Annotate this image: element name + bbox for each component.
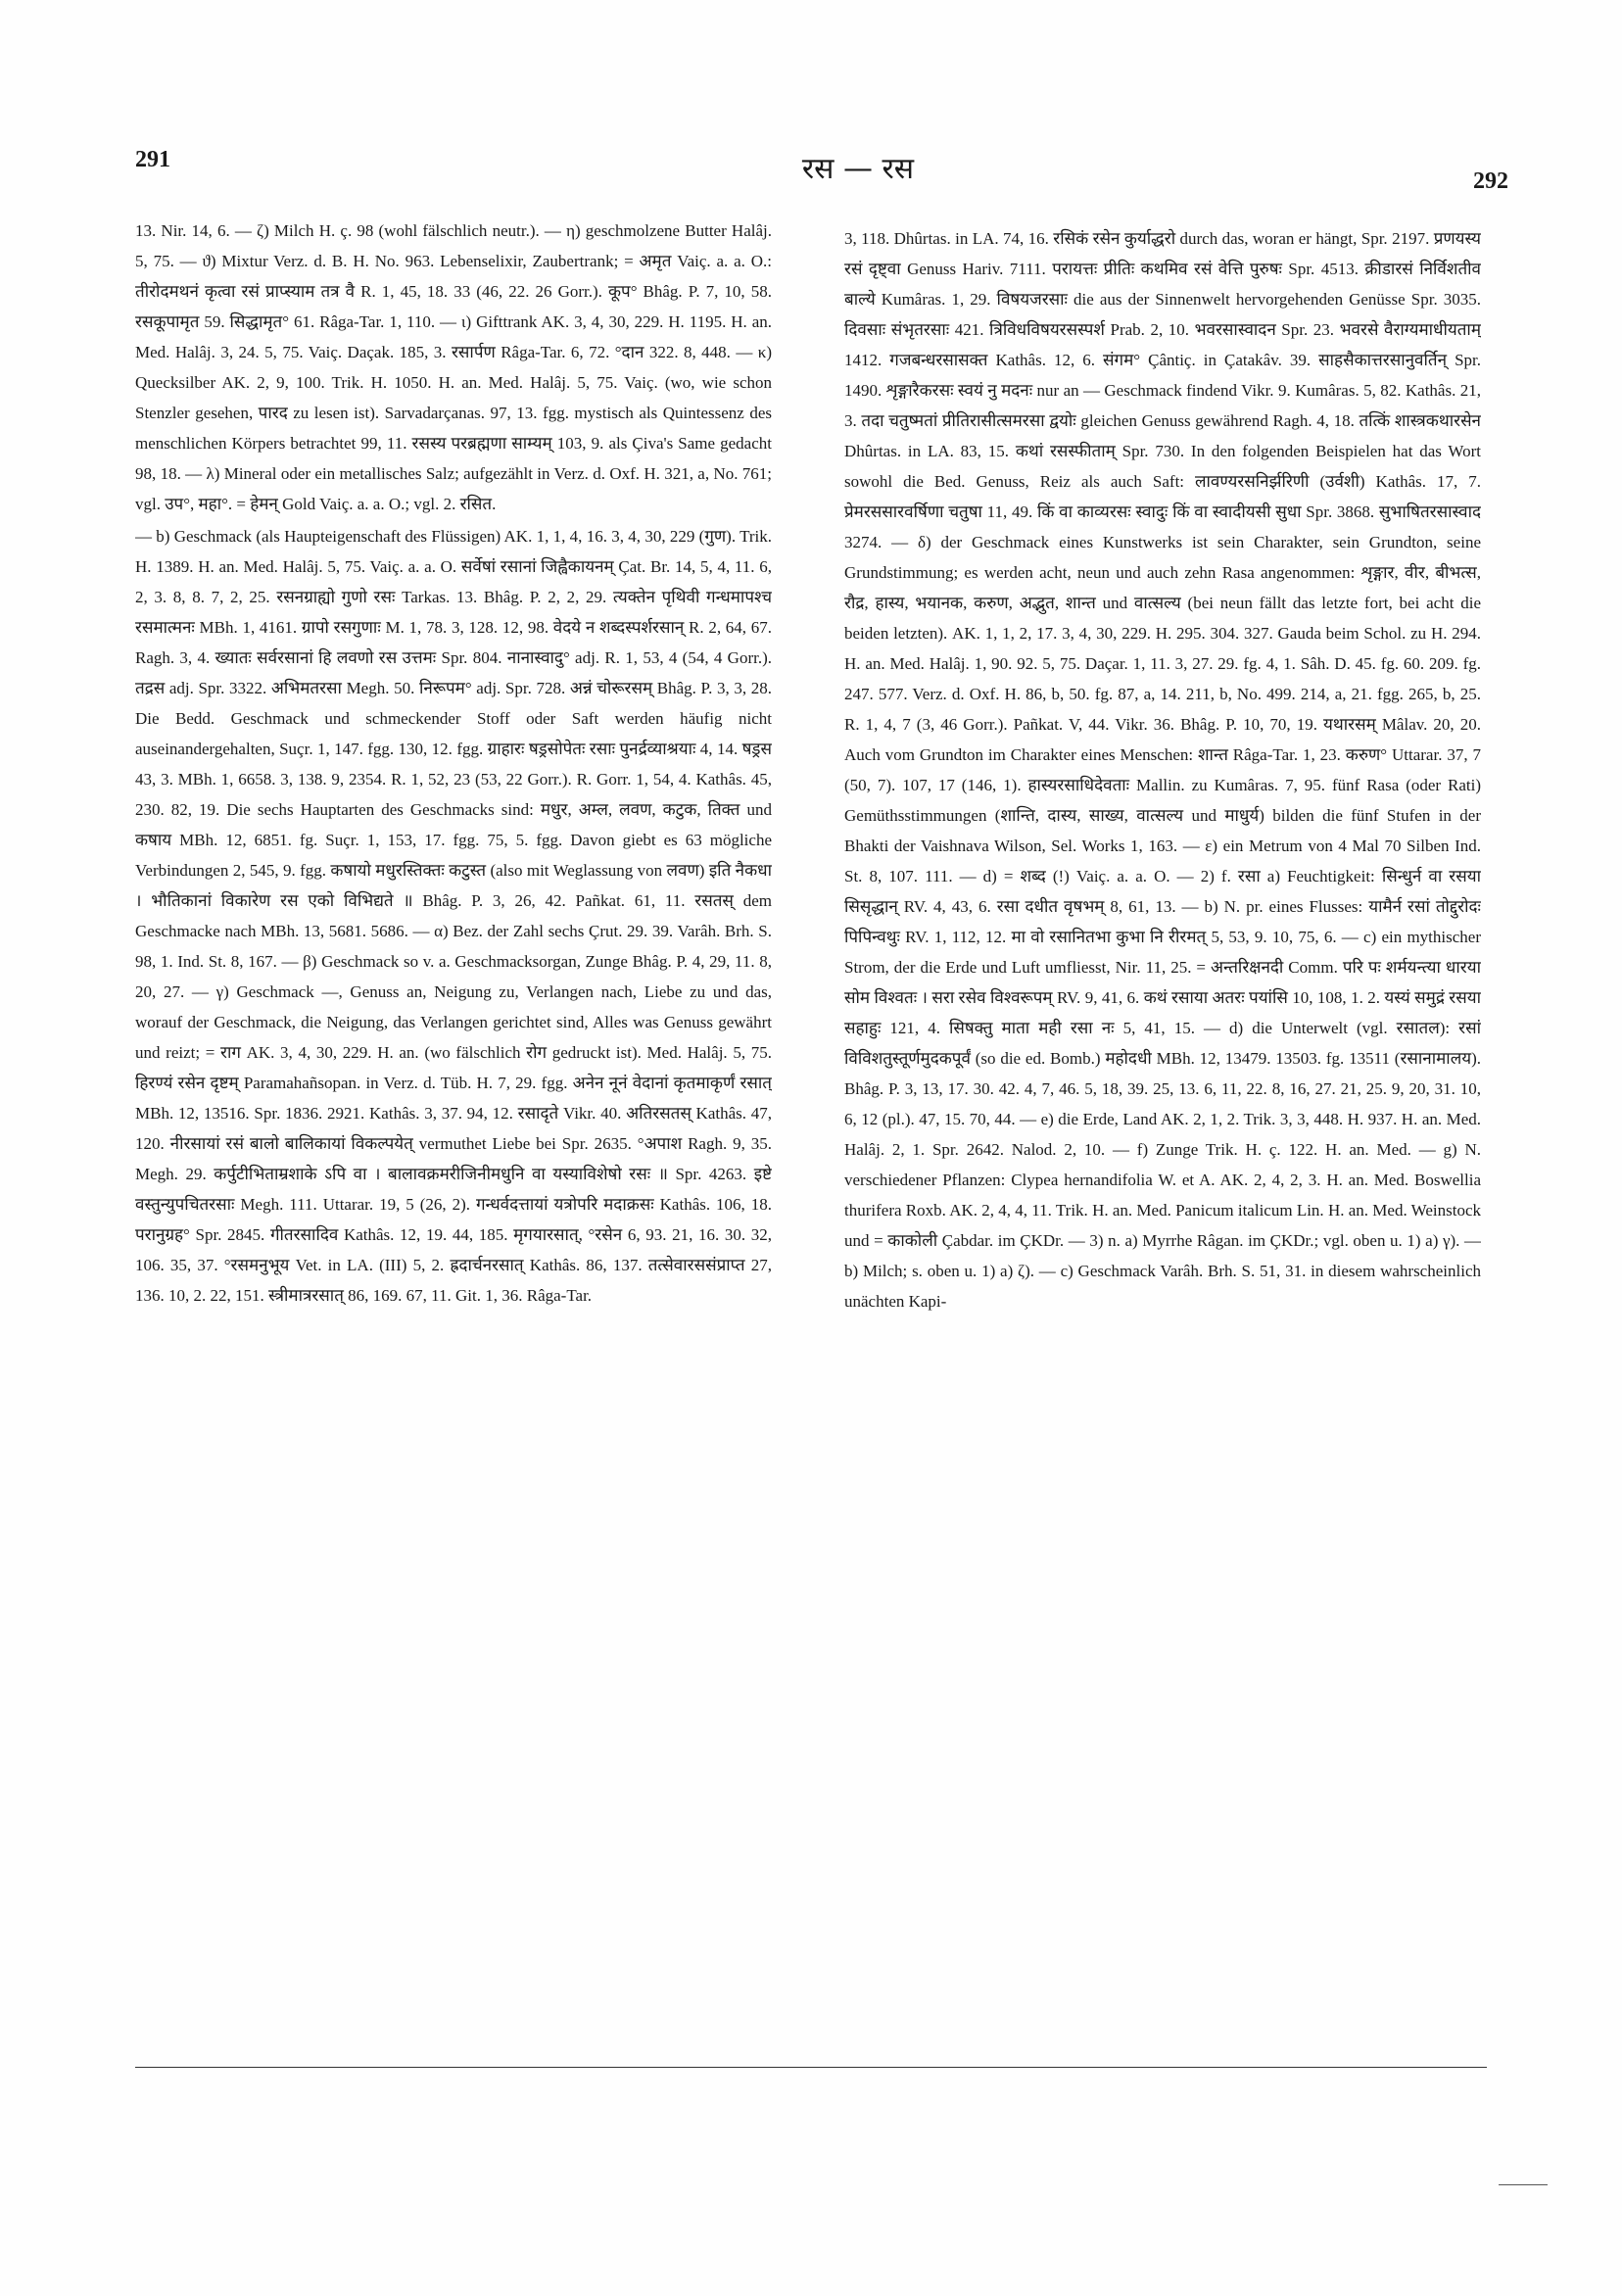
left-paragraph: 13. Nir. 14, 6. — ζ) Milch H. ç. 98 (wohl fälschlich neutr.). — η) geschmolzene Butter Halâj. 5, 75. — ϑ) Mixtur Verz. d. B. H. No. 963. Lebenselixir, Zaubertrank; = अमृत Vaiç. a. a. O.: तीरोदमथनं कृत्वा रसं प्राप्स्याम तत्र वै R. 1, 45, 18. 33 (46, 22. 26 Gorr.). कूप° Bhâg. P. 7, 10, 58. रसकूपामृत 59. सिद्धामृत° 61. Râga-Tar. 1, 110. — ι) Gifttrank AK. 3, 4, 30, 229. H. 1195. H. an. Med. Halâj. 3, 24. 5, 75. Vaiç. Daçak. 185, 3. रसार्पण Râga-Tar. 6, 72. °दान 322. 8, 448. — κ) Quecksilber AK. 2, 9, 100. Trik. H. 1050. H. an. Med. Halâj. 5, 75. Vaiç. (wo, wie schon Stenzler gesehen, पारद zu lesen ist). Sarvadarçanas. 97, 13. fgg. mystisch als Quintessenz des menschlichen Körpers betrachtet 99, 11. रसस्य परब्रह्मणा साम्यम् 103, 9. als Çiva's Same gedacht 98, 18. — λ) Mineral oder ein metallisches Salz; aufgezählt in Verz. d. Oxf. H. 321, a, No. 761; vgl. उप°, महा°. = हेमन् Gold Vaiç. a. a. O.; vgl. 2. रसित.	[135, 221, 772, 513]
bottom-rule	[135, 2067, 1487, 2068]
left-paragraph: — b) Geschmack (als Haupteigenschaft des Flüssigen) AK. 1, 1, 4, 16. 3, 4, 30, 229 (गुण). Trik. H. 1389. H. an. Med. Halâj. 5, 75. Vaiç. a. a. O. सर्वेषां रसानां जिह्वैकायनम् Çat. Br. 14, 5, 4, 11. 6, 2, 3. 8, 8. 7, 2, 25. रसनग्राह्यो गुणो रसः Tarkas. 13. Bhâg. P. 2, 2, 29. त्यक्तेन पृथिवी गन्धमापश्च रसमात्मनः MBh. 1, 4161. ग्रापो रसगुणाः M. 1, 78. 3, 128. 12, 98. वेदये न शब्दस्पर्शरसान् R. 2, 64, 67. Ragh. 3, 4. ख्यातः सर्वरसानां हि लवणो रस उत्तमः Spr. 804. नानास्वादु° adj. R. 1, 53, 4 (54, 4 Gorr.). तद्रस adj. Spr. 3322. अभिमतरसा Megh. 50. निरूपम° adj. Spr. 728. अन्नं चोरूरसम् Bhâg. P. 3, 3, 28. Die Bedd. Geschmack und schmeckender Stoff oder Saft werden häufig nicht auseinandergehalten, Suçr. 1, 147. fgg. 130, 12. fgg. ग्राहारः षड्रसोपेतः रसाः पुनर्द्रव्याश्रयाः 4, 14. षड्रस 43, 3. MBh. 1, 6658. 3, 138. 9, 2354. R. 1, 52, 23 (53, 22 Gorr.). R. Gorr. 1, 54, 4. Kathâs. 45, 230. 82, 19. Die sechs Hauptarten des Geschmacks sind: मधुर, अम्ल, लवण, कटुक, तिक्त und कषाय MBh. 12, 6851. fg. Suçr. 1, 153, 17. fgg. 75, 5. fgg. Davon giebt es 63 mögliche Verbindungen 2, 545, 9. fgg. कषायो मधुरस्तिक्तः कटुस्त (also mit Weglassung von लवण) इति नैकधा । भौतिकानां विकारेण रस एको विभिद्यते ॥ Bhâg. P. 3, 26, 42. Pañkat. 61, 11. रसतस् dem Geschmacke nach MBh. 13, 5681. 5686. — α) Bez. der Zahl sechs Çrut. 29. 39. Varâh. Brh. S. 98, 1. Ind. St. 8, 167. — β) Geschmack so v. a. Geschmacksorgan, Zunge Bhâg. P. 4, 29, 11. 8, 20, 27. — γ) Geschmack —, Genuss an, Neigung zu, Verlangen nach, Liebe zu und das, worauf der Geschmack, die Neigung, das Verlangen gerichtet sind, Alles was Genuss gewährt und reizt; = राग AK. 3, 4, 30, 229. H. an. (wo fälschlich रोग gedruckt ist). Med. Halâj. 5, 75. हिरण्यं रसेन दृष्टम् Paramahañsopan. in Verz. d. Tüb. H. 7, 29. fgg. अनेन नूनं वेदानां कृतमाकृर्णं रसात् MBh. 12, 13516. Spr. 1836. 2921. Kathâs. 3, 37. 94, 12. रसादृते Vikr. 40. अतिरसतस् Kathâs. 47, 120. नीरसायां रसं बालो बालिकायां विकल्पयेत् vermuthet Liebe bei Spr. 2635. °अपाश Ragh. 9, 35. Megh. 29. कर्पुटीभिताम्रशाके ऽपि वा । बालावक्रमरीजिनीमधुनि वा यस्याविशेषो रसः ॥ Spr. 4263. इष्टे वस्तुन्युपचितरसाः Megh. 111. Uttarar. 19, 5 (26, 2). गन्धर्वदत्तायां यत्रोपरि मदाक्रसः Kathâs. 106, 18. परानुग्रह° Spr. 2845. गीतरसादिव Kathâs. 12, 19. 44, 185. मृगयारसात्, °रसेन 6, 93. 21, 16. 30. 32, 106. 35, 37. °रसमनुभूय Vet. in LA. (III) 5, 2. ह्रदार्चनरसात् Kathâs. 86, 137. तत्सेवारससंप्राप्त 27, 136. 10, 2. 22, 151. स्त्रीमात्ररसात् 86, 169. 67, 11. Git. 1, 36. Râga-Tar.	[135, 527, 772, 1305]
left-column	[135, 215, 772, 2037]
scan-mark	[1499, 2184, 1548, 2185]
right-column	[844, 223, 1481, 2045]
page-number-left: 291	[135, 147, 170, 172]
running-headword: रस — रस	[801, 152, 915, 186]
page-number-right: 292	[1473, 168, 1508, 194]
right-paragraph: 3, 118. Dhûrtas. in LA. 74, 16. रसिकं रसेन कुर्याद्धरो durch das, woran er hängt, Spr. 2197. प्रणयस्य रसं दृष्ट्वा Genuss Hariv. 7111. परायत्तः प्रीतिः कथमिव रसं वेत्ति पुरुषः Spr. 4513. क्रीडारसं निर्विशतीव बाल्ये Kumâras. 1, 29. विषयजरसाः die aus der Sinnenwelt hervorgehenden Genüsse Spr. 3035. दिवसाः संभृतरसाः 421. त्रिविधविषयरसस्पर्श Prab. 2, 10. भवरसास्वादन Spr. 23. भवरसे वैराग्यमाधीयताम् 1412. गजबन्धरसासक्त Kathâs. 12, 6. संगम° Çântiç. in Çatakâv. 39. साहसैकात्तरसानुवर्तिन् Spr. 1490. शृङ्गारैकरसः स्वयं नु मदनः nur an — Geschmack findend Vikr. 9. Kumâras. 5, 82. Kathâs. 21, 3. तदा चतुष्मतां प्रीतिरासीत्समरसा द्वयोः gleichen Genuss gewährend Ragh. 4, 18. तत्किं शास्त्रकथारसेन Dhûrtas. in LA. 83, 15. कथां रसस्फीताम् Spr. 730. In den folgenden Beispielen hat das Wort sowohl die Bed. Genuss, Reiz als auch Saft: लावण्यरसनिर्झरिणी (उर्वशी) Kathâs. 17, 7. प्रेमरससारवर्षिणा चतुषा 11, 49. किं वा काव्यरसः स्वादुः किं वा स्वादीयसी सुधा Spr. 3868. सुभाषितरसास्वाद 3274. — δ) der Geschmack eines Kunstwerks ist sein Charakter, sein Grundton, seine Grundstimmung; es werden acht, neun und auch zehn Rasa angenommen: शृङ्गार, वीर, बीभत्स, रौद्र, हास्य, भयानक, करुण, अद्भुत, शान्त und वात्सल्य (bei neun fällt das letzte fort, bei acht die beiden letzten). AK. 1, 1, 2, 17. 3, 4, 30, 229. H. 295. 304. 327. Gauda beim Schol. zu H. 294. H. an. Med. Halâj. 1, 90. 92. 5, 75. Daçar. 1, 11. 3, 27. 29. fg. 4, 1. Sâh. D. 45. fg. 60. 209. fg. 247. 577. Verz. d. Oxf. H. 86, b, 50. fg. 87, a, 14. 211, b, No. 499. 214, a, 21. fgg. 265, b, 25. R. 1, 4, 7 (3, 46 Gorr.). Pañkat. V, 44. Vikr. 36. Bhâg. P. 10, 70, 19. यथारसम् Mâlav. 20, 20. Auch vom Grundton im Charakter eines Menschen: शान्त Râga-Tar. 1, 23. करुण° Uttarar. 37, 7 (50, 7). 107, 17 (146, 1). हास्यरसाधिदेवताः Mallin. zu Kumâras. 7, 95. fünf Rasa (oder Rati) Gemüthsstimmungen (शान्ति, दास्य, साख्य, वात्सल्य und माधुर्य) bilden die fünf Stufen in der Bhakti der Vaishnava Wilson, Sel. Works 1, 163. — ε) ein Metrum von 4 Mal 70 Silben Ind. St. 8, 107. 111. — d) = शब्द (!) Vaiç. a. a. O. — 2) f. रसा a) Feuchtigkeit: सिन्धुर्न वा रसया सिसृद्धान् RV. 4, 43, 6. रसा दधीत वृषभम् 8, 61, 13. — b) N. pr. eines Flusses: यामैर्न रसां तोद्दुरोदः पिपिन्वथुः RV. 1, 112, 12. मा वो रसानितभा कुभा नि रीरमत् 5, 53, 9. 10, 75, 6. — c) ein mythischer Strom, der die Erde und Luft umfliesst, Nir. 11, 25. = अन्तरिक्षनदी Comm. परि पः शर्मयन्त्या धारया सोम विश्वतः । सरा रसेव विश्वरूपम् RV. 9, 41, 6. कथं रसाया अतरः पयांसि 10, 108, 1. 2. यस्यं समुद्रं रसया सहाहुः 121, 4. सिषक्तु माता मही रसा नः 5, 41, 15. — d) die Unterwelt (vgl. रसातल): रसां विविशतुस्तूर्णमुदकपूर्वं (so die ed. Bomb.) महोदधी MBh. 12, 13479. 13503. fg. 13511 (रसानामालय). Bhâg. P. 3, 13, 17. 30. 42. 4, 7, 46. 5, 18, 39. 25, 13. 6, 11, 22. 8, 16, 27. 21, 25. 9, 20, 31. 10, 6, 12 (pl.). 47, 15. 70, 44. — e) die Erde, Land AK. 2, 1, 2. Trik. 3, 3, 448. H. 937. H. an. Med. Halâj. 2, 1. Spr. 2642. Nalod. 2, 10. — f) Zunge Trik. H. ç. 122. H. an. Med. — g) N. verschiedener Pflanzen: Clypea hernandifolia W. et A. AK. 2, 4, 2, 3. H. an. Med. Boswellia thurifera Roxb. AK. 2, 4, 4, 11. Trik. H. an. Med. Panicum italicum Lin. H. an. Med. Weinstock und = काकोली Çabdar. im ÇKDr. — 3) n. a) Myrrhe Râgan. im ÇKDr.; vgl. oben u. 1) a) γ). — b) Milch; s. oben u. 1) a) ζ). — c) Geschmack Varâh. Brh. S. 51, 31. in diesem wahrscheinlich unächten Kapi-	[844, 229, 1481, 1311]
